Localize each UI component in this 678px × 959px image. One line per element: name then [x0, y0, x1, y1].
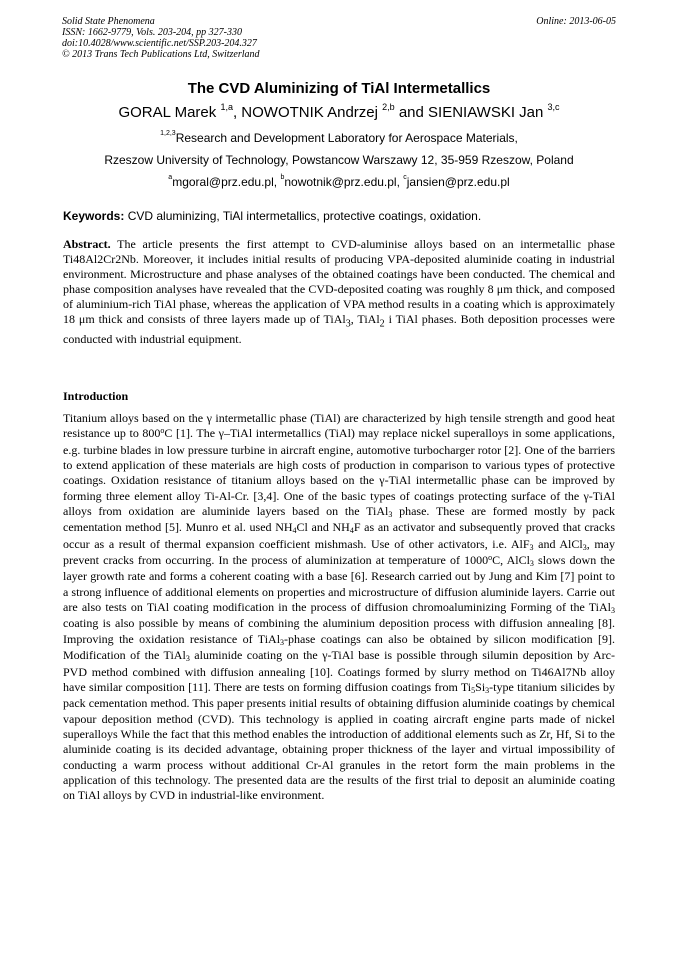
doi-line: doi:10.4028/www.scientific.net/SSP.203-204.327 [62, 38, 257, 49]
email-a: mgoral@prz.edu.pl, [172, 175, 281, 189]
keywords-label: Keywords: [63, 209, 125, 223]
email-a-marker: a [168, 174, 173, 181]
author-nowotnik: , NOWOTNIK Andrzej [232, 104, 378, 121]
intro-sub: 4 [292, 526, 297, 536]
abstract [63, 237, 615, 347]
author-nowotnik-affil: 2,b [382, 102, 395, 112]
affiliation-line-2: Rzeszow University of Technology, Powstancow Warszawy 12, 35-959 Rzeszow, Poland [104, 153, 574, 167]
intro-sub: 3 [280, 637, 285, 647]
copyright-line: © 2013 Trans Tech Publications Ltd, Switzerland [62, 49, 260, 60]
intro-sub: 3 [529, 542, 534, 552]
intro-sub: 3 [185, 654, 190, 664]
issn-line: ISSN: 1662-9779, Vols. 203-204, pp 327-330 [62, 27, 242, 38]
author-list [0, 104, 678, 121]
email-b-marker: b [280, 174, 285, 181]
section-heading-introduction: Introduction [63, 389, 129, 403]
email-c-marker: c [403, 174, 407, 181]
introduction-paragraph [63, 411, 615, 804]
intro-sup: o [160, 426, 165, 436]
intro-text: slows down the layer growth rate and forms a coherent coating with a base [6]. Research carried out by Jung and Kim [7] point to a strong influence of additional elements on properties and microstructure of diffusion aluminide layers. Carrie out are also tests on TiAl coating modification in the process of diffusion chromoaluminizing Forming of the TiAl [63, 553, 615, 615]
intro-text: -phase coatings can also be obtained by silicon modification [9]. Modification of the TiAl [63, 631, 615, 663]
intro-text: aluminide coating on the γ-TiAl base is possible through silumin deposition by Arc-PVD method combined with diffusion annealing [10]. Coatings formed by slurry method on Ti46Al7Nb alloy have similar composition [11]. There are tests on forming diffusion coatings from Ti [63, 648, 615, 694]
affiliation-lab: Research and Development Laboratory for Aerospace Materials, [175, 131, 518, 145]
intro-text: C, AlCl [492, 553, 530, 568]
intro-sub: 4 [349, 526, 354, 536]
intro-text: Cl and NH [296, 520, 350, 535]
abstract-text: i TiAl phases. Both deposition processes were conducted with industrial equipment. [63, 312, 615, 346]
intro-text: , may prevent cracks from occurring. In the process of aluminization at temperature of 1000 [63, 536, 615, 568]
author-goral-affil: 1,a [220, 102, 233, 112]
journal-name: Solid State Phenomena [62, 16, 155, 27]
intro-sub: 3 [388, 510, 393, 520]
keywords [63, 209, 481, 223]
intro-text: phase. These are formed mostly by pack cementation method [5]. Munro et al. used NH [63, 504, 615, 535]
intro-sup: o [488, 553, 493, 563]
intro-text: coating is also possible by means of combining the aluminium deposition process with diffusion annealing [8]. Improving the oxidation resistance of TiAl [63, 616, 615, 646]
intro-sub: 3 [611, 606, 615, 616]
intro-text: Si [475, 679, 486, 694]
paper-title: The CVD Aluminizing of TiAl Intermetallics [187, 80, 491, 97]
online-date: Online: 2013-06-05 [536, 16, 616, 27]
keywords-text: CVD aluminizing, TiAl intermetallics, protective coatings, oxidation. [124, 209, 482, 223]
author-sieniawski: and SIENIAWSKI Jan [394, 104, 544, 121]
abstract-sub: 3 [345, 318, 351, 330]
intro-sub: 3 [529, 559, 534, 569]
journal-header [62, 16, 260, 60]
intro-text: and AlCl [533, 536, 583, 551]
affiliation-line-1 [0, 131, 678, 145]
affiliation-marker: 1,2,3 [160, 130, 176, 137]
email-b: nowotnik@prz.edu.pl, [284, 175, 404, 189]
intro-sub: 5 [471, 685, 476, 695]
intro-text: Titanium alloys based on the γ intermetallic phase (TiAl) are characterized by high tensile strength and good heat resistance up to 800 [63, 411, 615, 441]
intro-text: C [1]. The γ–TiAl intermetallics (TiAl) may replace nickel superalloys in some applications, e.g. turbine blades in low pressure turbine in aircraft engine, automotive turbocharger rotor [2]. One of the barriers to extend application of these materials are high costs of production in comparison to various types of protective coatings. Oxidation resistance of titanium alloys based on the γ-TiAl intermetallic phase can be improved by forming three element alloy Ti-Al-Cr. [3,4]. One of the basic types of coatings protecting surface of the γ-TiAl alloys from oxidation are aluminide layers based on the TiAl [63, 426, 615, 519]
abstract-label: Abstract. [63, 237, 111, 251]
abstract-text: , TiAl [350, 312, 380, 327]
intro-sub: 3 [582, 542, 587, 552]
email-line [0, 175, 678, 189]
author-sieniawski-affil: 3,c [547, 102, 560, 112]
abstract-text: The article presents the first attempt to CVD-aluminise alloys based on an intermetallic phase Ti48Al2Cr2Nb. Moreover, it includes initial results of producing VPA-deposited aluminide coating in industrial environment. Microstructure and phase analyses of the obtained coatings have been conducted. The chemical and phase composition analyses have revealed that the CVD-deposited coating was roughly 8 μm thick, and composed of aluminium-rich TiAl phase, whereas the application of VPA method results in a coating which is approximately 18 μm thick and consists of three layers made up of TiAl [63, 237, 615, 327]
email-c: jansien@prz.edu.pl [406, 175, 510, 189]
author-goral: GORAL Marek [118, 104, 217, 121]
intro-sub: 3 [485, 685, 490, 695]
abstract-sub: 2 [379, 318, 385, 330]
intro-text: F as an activator and subsequently proved that cracks occur as a result of thermal expansion coefficient mishmash. Use of other activators, i.e. AlF [63, 520, 615, 551]
intro-text: -type titanium silicides by pack cementation method. This paper presents initial results of obtaining diffusion aluminide coatings by chemical vapour deposition method (CVD). This technology is applied in coating aircraft engine parts made of nickel superalloys While the fact that this method enables the introduction of additional elements such as Zr, Hf, Si to the aluminide coating is its decided advantage, obtaining proper thickness of the layer and virtual impossibility of conducting a warm process without additional Cr-Al granules in the retort form the main problems in the application of this technology. The presented data are the results of the first trial to deposit an aluminide coating on TiAl alloys by CVD in industrial-like environment. [63, 679, 616, 803]
